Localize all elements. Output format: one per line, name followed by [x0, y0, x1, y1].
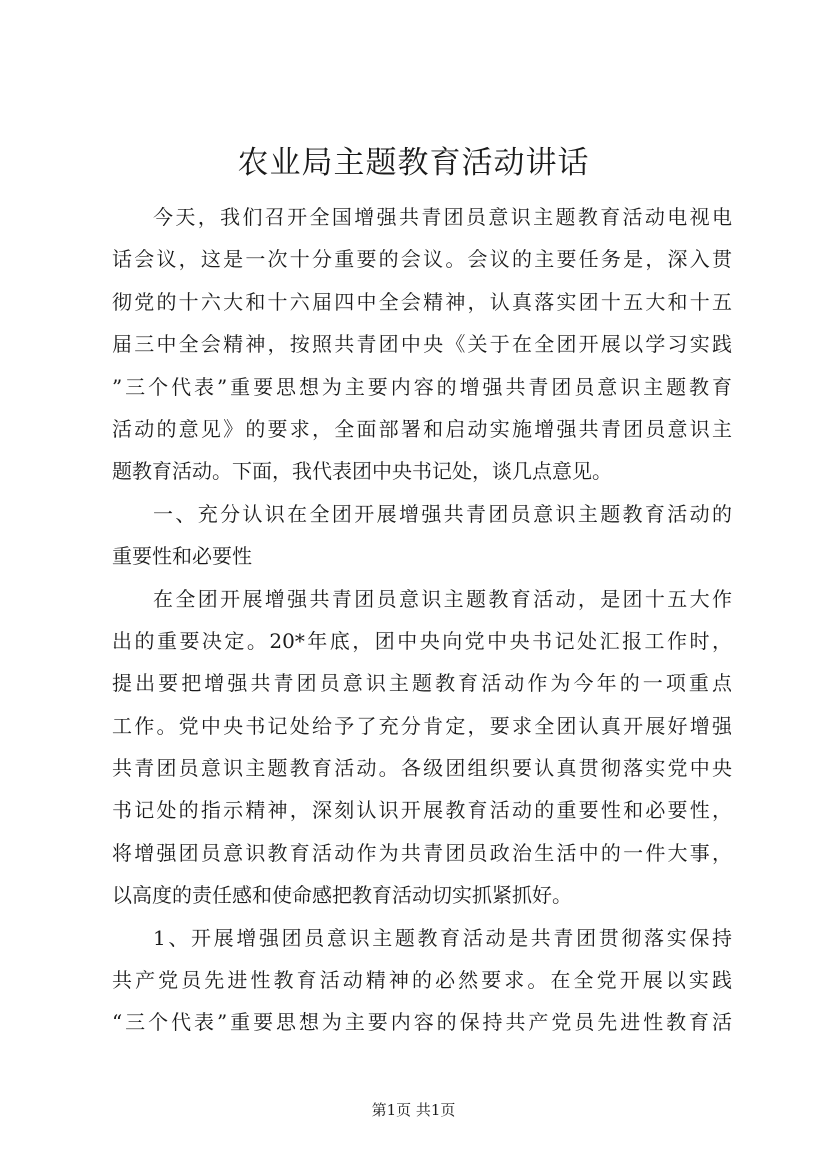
body-line: 彻党的十六大和十六届四中全会精神，认真落实团十五大和十五 [112, 289, 732, 314]
body-line: 今天，我们召开全国增强共青团员意识主题教育活动电视电 [153, 205, 732, 229]
body-line: 以高度的责任感和使命感把教育活动切实抓紧抓好。 [112, 883, 572, 908]
body-line: 提出要把增强共青团员意识主题教育活动作为今年的一项重点 [112, 671, 732, 696]
document-body [112, 196, 732, 1044]
body-line: ”三个代表”重要思想为主要内容的增强共青团员意识主题教育 [112, 374, 732, 399]
body-line: “三个代表”重要思想为主要内容的保持共产党员先进性教育活 [112, 1010, 732, 1035]
page-footer: 第1页 共1页 [371, 1101, 456, 1119]
body-line: 工作。党中央书记处给予了充分肯定，要求全团认真开展好增强 [112, 713, 732, 738]
document-title: 农业局主题教育活动讲话 [237, 145, 590, 181]
body-line: 共青团员意识主题教育活动。各级团组织要认真贯彻落实党中央 [112, 756, 732, 781]
body-line: 话会议，这是一次十分重要的会议。会议的主要任务是，深入贯 [112, 247, 732, 272]
body-line: 活动的意见》的要求，全面部署和启动实施增强共青团员意识主 [112, 416, 732, 441]
body-line: 将增强团员意识教育活动作为共青团员政治生活中的一件大事， [112, 840, 732, 865]
body-line: 届三中全会精神，按照共青团中央《关于在全团开展以学习实践 [112, 332, 732, 357]
body-line: 书记处的指示精神，深刻认识开展教育活动的重要性和必要性， [112, 798, 732, 823]
body-line: 共产党员先进性教育活动精神的必然要求。在全党开展以实践 [112, 968, 732, 993]
section-heading-line: 重要性和必要性 [112, 544, 252, 569]
body-line: 1、开展增强团员意识主题教育活动是共青团贯彻落实保持 [153, 925, 732, 950]
body-line: 题教育活动。下面，我代表团中央书记处，谈几点意见。 [112, 459, 612, 484]
body-line: 出的重要决定。20*年底，团中央向党中央书记处汇报工作时， [112, 628, 732, 653]
section-heading-line: 一、充分认识在全团开展增强共青团员意识主题教育活动的 [153, 501, 732, 526]
body-line: 在全团开展增强共青团员意识主题教育活动，是团十五大作 [153, 586, 732, 611]
